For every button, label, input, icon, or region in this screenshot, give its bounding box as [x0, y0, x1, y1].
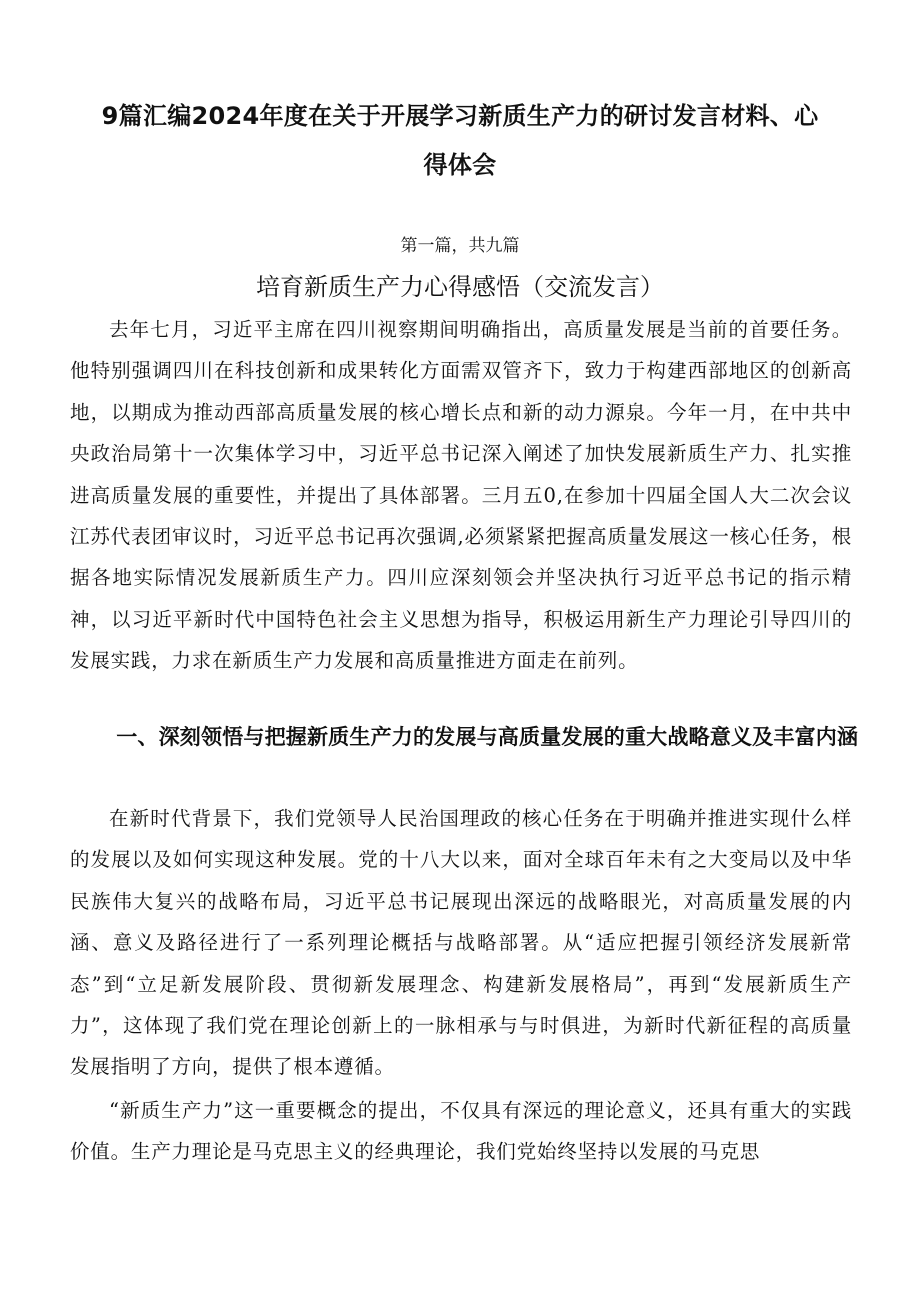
paragraph-intro: 去年七月，习近平主席在四川视察期间明确指出，高质量发展是当前的首要任务。他特别强调四川在科技创新和成果转化方面需双管齐下，致力于构建西部地区的创新高地，以期成为推动西部高质量发展的核心增长点和新的动力源泉。今年一月，在中共中央政治局第十一次集体学习中，习近平总书记深入阐述了加快发展新质生产力、扎实推进高质量发展的重要性，并提出了具体部署。三月五0,在参加十四届全国人大二次会议江苏代表团审议时，习近平总书记再次强调,必须紧紧把握高质量发展这一核心任务，根据各地实际情况发展新质生产力。四川应深刻领会并坚决执行习近平总书记的指示精神，以习近平新时代中国特色社会主义思想为指导，积极运用新生产力理论引导四川的发展实践，力求在新质生产力发展和高质量推进方面走在前列。 — [70, 318, 852, 673]
part-label: 第一篇，共九篇 — [400, 236, 520, 256]
paragraph-new-productivity: “新质生产力”这一重要概念的提出，不仅具有深远的理论意义，还具有重大的实践价值。生产力理论是马克思主义的经典理论，我们党始终坚持以发展的马克思 — [70, 1099, 852, 1164]
document-title: 9篇汇编2024年度在关于开展学习新质生产力的研讨发言材料、心得体会 — [101, 102, 819, 179]
paragraph-new-era: 在新时代背景下，我们党领导人民治国理政的核心任务在于明确并推进实现什么样的发展以及如何实现这种发展。党的十八大以来，面对全球百年未有之大变局以及中华民族伟大复兴的战略布局，习近平总书记展现出深远的战略眼光，对高质量发展的内涵、意义及路径进行了一系列理论概括与战略部署。从“适应把握引领经济发展新常态”到“立足新发展阶段、贯彻新发展理念、构建新发展格局”，再到“发展新质生产力”，这体现了我们党在理论创新上的一脉相承与与时俱进，为新时代新征程的高质量发展指明了方向，提供了根本遵循。 — [70, 807, 852, 1079]
section-heading-1: 一、深刻领悟与把握新质生产力的发展与高质量发展的重大战略意义及丰富内涵 — [116, 725, 859, 749]
article-title: 培育新质生产力心得感悟（交流发言） — [256, 273, 664, 301]
